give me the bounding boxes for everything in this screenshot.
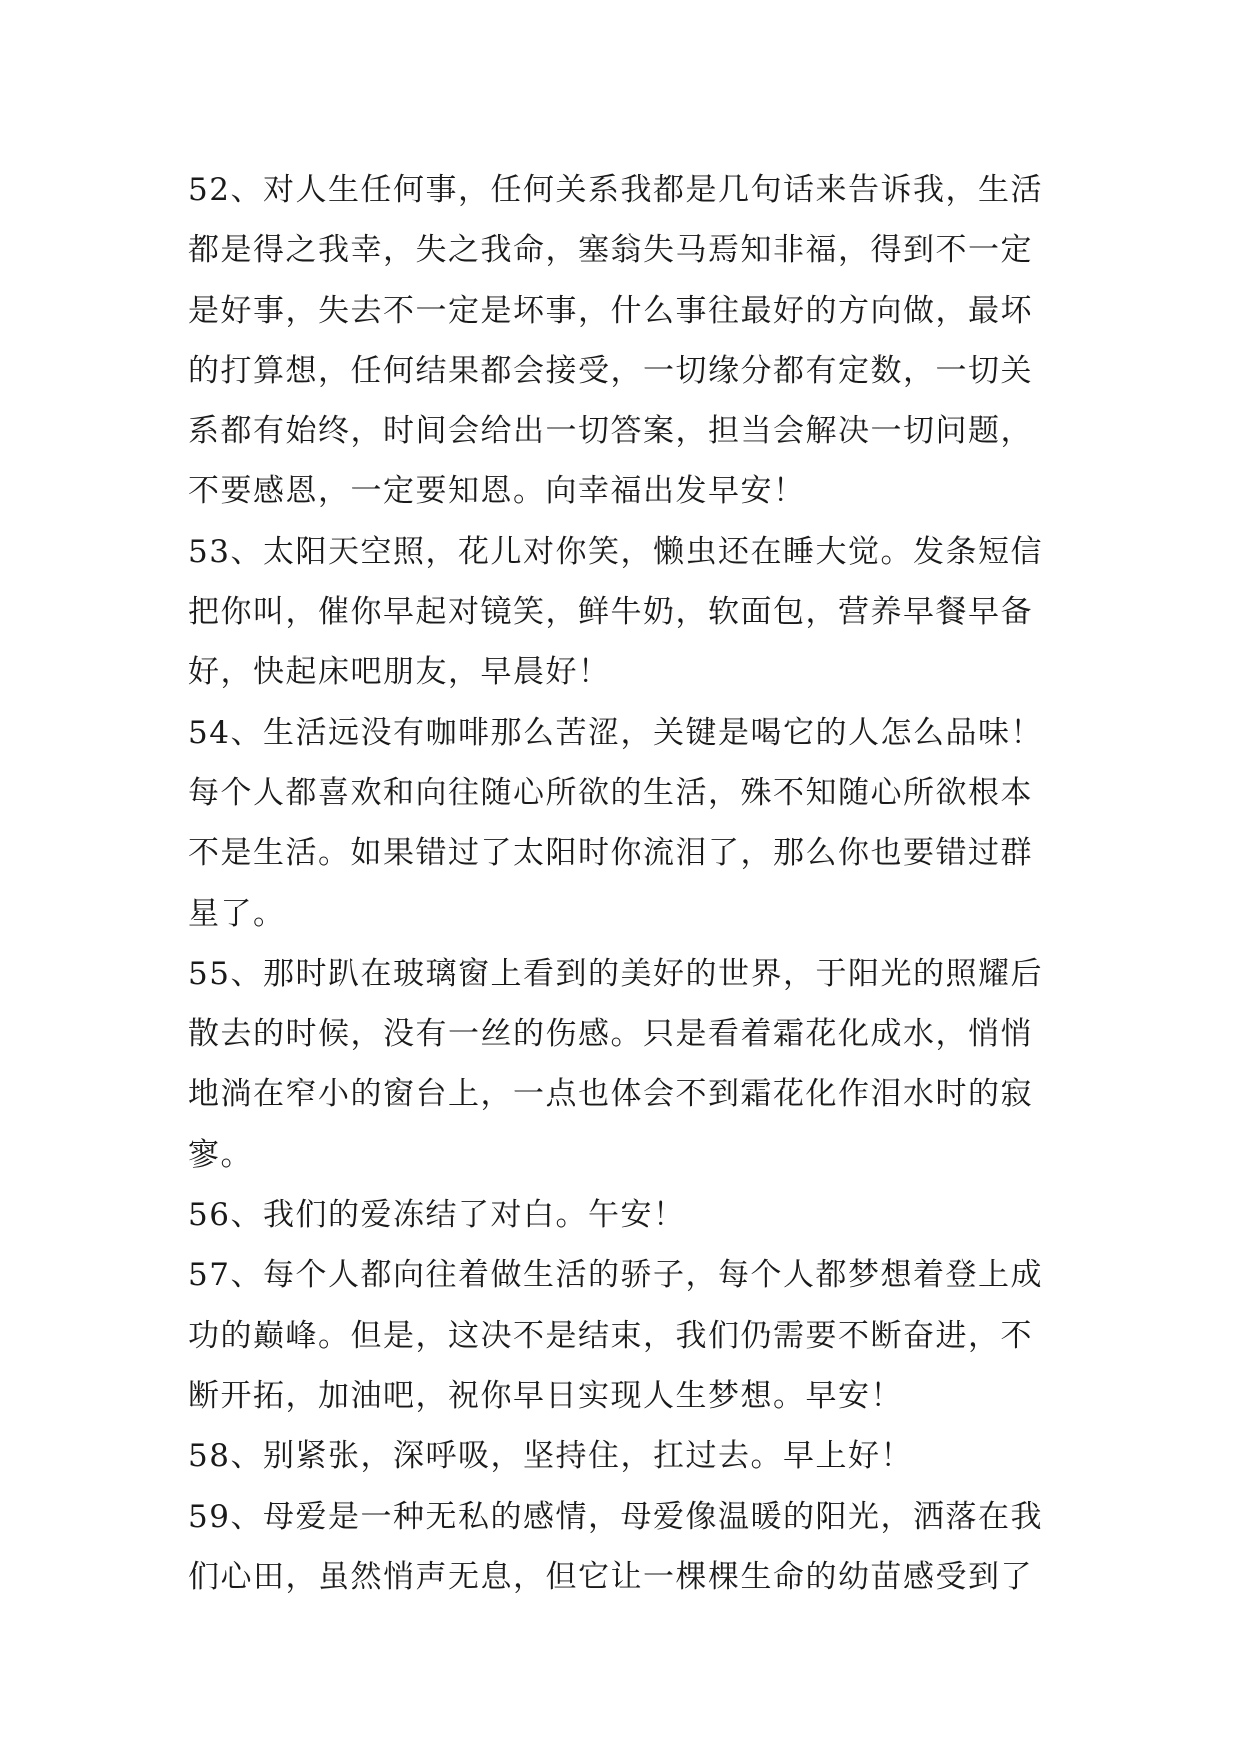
document-body <box>188 160 1060 1607</box>
text-line: 断开拓，加油吧，祝你早日实现人生梦想。早安！ <box>188 1377 903 1414</box>
text-line: 55、那时趴在玻璃窗上看到的美好的世界，于阳光的照耀后 <box>188 955 1043 992</box>
text-line: 系都有始终，时间会给出一切答案，担当会解决一切问题， <box>188 413 1033 450</box>
text-line: 54、生活远没有咖啡那么苦涩，关键是喝它的人怎么品味！ <box>188 714 1043 751</box>
text-line: 都是得之我幸，失之我命，塞翁失马焉知非福，得到不一定 <box>188 232 1033 269</box>
text-line: 星了。 <box>188 895 286 932</box>
text-line: 寥。 <box>188 1136 253 1173</box>
text-line: 58、别紧张，深呼吸，坚持住，扛过去。早上好！ <box>188 1438 913 1475</box>
text-line: 的打算想，任何结果都会接受，一切缘分都有定数，一切关 <box>188 352 1033 389</box>
text-line: 散去的时候，没有一丝的伤感。只是看着霜花化成水，悄悄 <box>188 1016 1033 1053</box>
text-line: 把你叫，催你早起对镜笑，鲜牛奶，软面包，营养早餐早备 <box>188 594 1033 631</box>
text-line: 不是生活。如果错过了太阳时你流泪了，那么你也要错过群 <box>188 835 1033 872</box>
text-line: 好，快起床吧朋友，早晨好！ <box>188 654 611 691</box>
text-line: 不要感恩，一定要知恩。向幸福出发早安！ <box>188 473 806 510</box>
text-line: 们心田，虽然悄声无息，但它让一棵棵生命的幼苗感受到了 <box>188 1558 1033 1595</box>
text-line: 是好事，失去不一定是坏事，什么事往最好的方向做，最坏 <box>188 292 1033 329</box>
text-line: 56、我们的爱冻结了对白。午安！ <box>188 1197 686 1234</box>
text-line: 功的巅峰。但是，这决不是结束，我们仍需要不断奋进，不 <box>188 1317 1033 1354</box>
text-line: 每个人都喜欢和向往随心所欲的生活，殊不知随心所欲根本 <box>188 774 1033 811</box>
text-line: 57、每个人都向往着做生活的骄子，每个人都梦想着登上成 <box>188 1257 1043 1294</box>
text-line: 53、太阳天空照，花儿对你笑，懒虫还在睡大觉。发条短信 <box>188 533 1043 570</box>
text-line: 52、对人生任何事，任何关系我都是几句话来告诉我，生活 <box>188 172 1043 208</box>
text-line: 59、母爱是一种无私的感情，母爱像温暖的阳光，洒落在我 <box>188 1498 1043 1535</box>
text-line: 地淌在窄小的窗台上，一点也体会不到霜花化作泪水时的寂 <box>188 1076 1033 1113</box>
